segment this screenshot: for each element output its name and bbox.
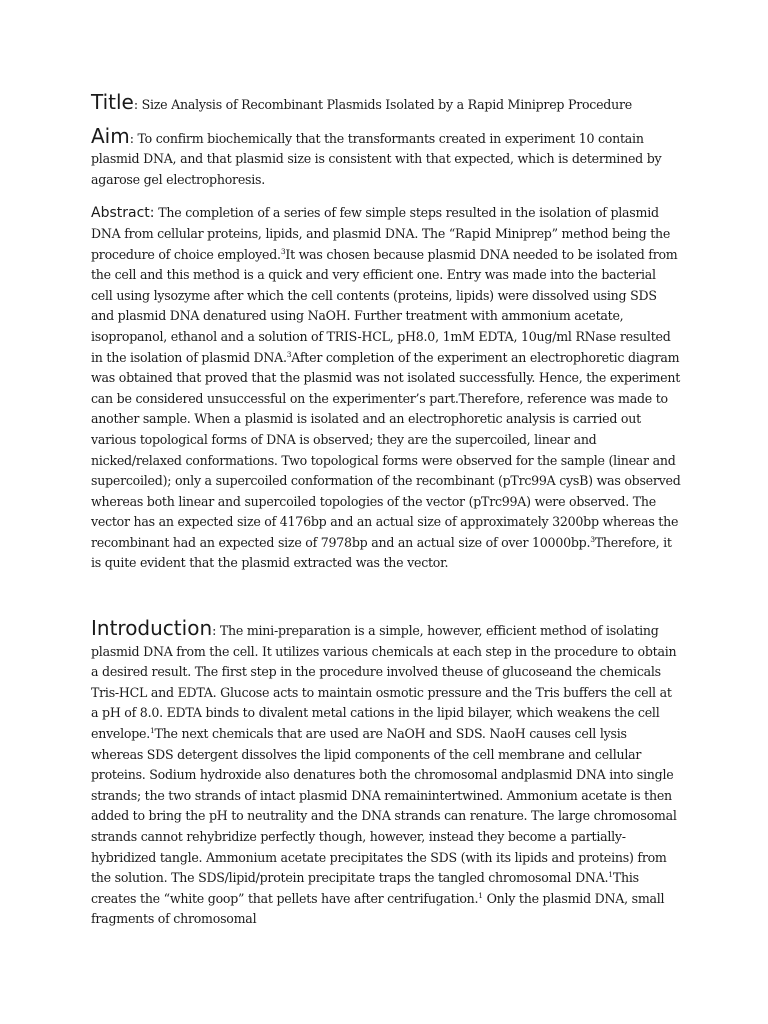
aim-heading: Aim xyxy=(91,123,130,148)
citation-marker: 3 xyxy=(590,534,595,544)
citation-marker: 1 xyxy=(150,725,155,735)
aim-section xyxy=(91,123,681,191)
abstract-text-3: After completion of the experiment an electrophoretic diagram was obtained that proved that the plasmid was not isolated successfully. Hence, the experiment can be considered unsuccessful on the experimenter’s part.Therefore, reference was made to another sample. When a plasmid is isolated and an electrophoretic analysis is carried out various topological forms of DNA is observed; they are the supercoiled, linear and nicked/relaxed conformations. Two topological forms were observed for the sample (linear and supercoiled); only a supercoiled conformation of the recombinant (pTrc99A cysB) was observed whereas both linear and supercoiled topologies of the vector (pTrc99A) were observed. The vector has an expected size of 4176bp and an actual size of approximately 3200bp whereas the recombinant had an expected size of 7978bp and an actual size of over 10000bp. xyxy=(91,349,681,550)
aim-text: : To confirm biochemically that the transformants created in experiment 10 contain plasmid DNA, and that plasmid size is consistent with that expected, which is determined by agarose gel electrophoresis. xyxy=(91,130,662,187)
title-section xyxy=(91,92,681,116)
introduction-section xyxy=(91,618,681,930)
introduction-text-1: : The mini-preparation is a simple, however, efficient method of isolating plasmid DNA from the cell. It utilizes various chemicals at each step in the procedure to obtain a desired result. The first step in the procedure involved theuse of glucoseand the chemicals Tris-HCL and EDTA. Glucose acts to maintain osmotic pressure and the Tris buffers the cell at a pH of 8.0. EDTA binds to divalent metal cations in the lipid bilayer, which weakens the cell envelope. xyxy=(91,623,677,742)
document-page xyxy=(91,92,681,930)
title-heading: Title xyxy=(91,90,134,114)
introduction-text-4: Only the plasmid DNA, small fragments of chromosomal xyxy=(91,890,665,927)
title-text: : Size Analysis of Recombinant Plasmids Isolated by a Rapid Miniprep Procedure xyxy=(133,97,632,112)
citation-marker: 3 xyxy=(286,349,292,359)
abstract-text-1: The completion of a series of few simple steps resulted in the isolation of plasmid DNA from cellular proteins, lipids, and plasmid DNA. The “Rapid Miniprep” method being the procedure of choice employed. xyxy=(91,205,671,262)
abstract-heading: Abstract: xyxy=(91,205,155,222)
introduction-text-2: The next chemicals that are used are NaOH and SDS. NaoH causes cell lysis whereas SDS detergent dissolves the lipid components of the cell membrane and cellular proteins. Sodium hydroxide also denatures both the chromosomal andplasmid DNA into single strands; the two strands of intact plasmid DNA remainintertwined. Ammonium acetate is then added to bring the pH to neutrality and the DNA strands can renature. The large chromosomal strands cannot rehybridize perfectly though, however, instead they become a partially-hybridized tangle. Ammonium acetate precipitates the SDS (with its lipids and proteins) from the solution. The SDS/lipid/protein precipitate traps the tangled chromosomal DNA. xyxy=(91,726,677,886)
introduction-text-3: This creates the “white goop” that pellets have after centrifugation. xyxy=(91,870,639,906)
abstract-section xyxy=(91,203,681,574)
citation-marker: 1 xyxy=(478,890,483,900)
introduction-heading: Introduction xyxy=(91,616,213,641)
citation-marker: 1 xyxy=(608,870,613,879)
citation-marker: 3 xyxy=(280,246,286,256)
abstract-text-4: Therefore, it is quite evident that the plasmid extracted was the vector. xyxy=(91,534,672,571)
abstract-text-2: It was chosen because plasmid DNA needed to be isolated from the cell and this method is a quick and very efficient one. Entry was made into the bacterial cell using lysozyme after which the cell contents (proteins, lipids) were dissolved using SDS and plasmid DNA denatured using NaOH. Further treatment with ammonium acetate, isopropanol, ethanol and a solution of TRIS-HCL, pH8.0, 1mM EDTA, 10ug/ml RNase resulted in the isolation of plasmid DNA. xyxy=(91,246,678,365)
